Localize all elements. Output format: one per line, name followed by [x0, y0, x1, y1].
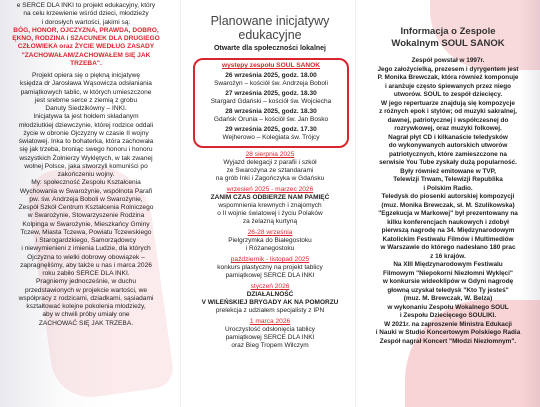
description-line: na celu krzewienie wśród dzieci, młodzieży: [23, 10, 149, 18]
event-line: o II wojnie światowej i życiu Polaków: [217, 210, 323, 218]
event-item: [185, 151, 355, 183]
band-info-line: W jego repertuarze znajdują się kompozycje: [381, 99, 515, 107]
description-line: kształtować kolejne pokolenia młodzieży,: [26, 303, 146, 310]
band-info-column: [360, 0, 536, 407]
description-line: aby w chwili próby umiały one: [42, 311, 130, 319]
concert-item: [199, 126, 343, 142]
concert-date: 28 września 2025, godz. 18.30: [225, 108, 317, 116]
band-info-line: Katolickim Festiwalu Filmów i Multimediów: [382, 235, 514, 243]
concerts-box: [193, 58, 349, 148]
description-line: Danuty Siedzikówny – INKI.: [45, 105, 127, 112]
description-line: życie w obronie Ojczyzny w czasie II wojny: [23, 129, 149, 137]
description-line: wolnej Polsce, jaka stworzyli komuniści po: [24, 162, 148, 170]
band-info-line: pierwszą nagrodę na 34. Międzynarodowym: [381, 227, 515, 234]
band-info-line: z 16 krajów.: [430, 252, 466, 260]
initiatives-title-line1: Planowane inicjatywy: [210, 14, 330, 28]
description-line: jest srebrne serce z ziemią z grobu: [34, 96, 138, 104]
band-info-line: głowną uzyskał teledysk "Kto Ty jesteś": [387, 286, 509, 294]
band-info-line: kilku konferencjach naukowych i zdobył: [387, 218, 509, 226]
event-line: prelekcja z udziałem specjalisty z IPN: [215, 307, 325, 315]
band-info-line: "Egzekucja w Markowej" był prezentowany na: [378, 210, 518, 217]
project-description-column: [0, 0, 182, 407]
event-line: i Różanegostoku: [245, 245, 295, 253]
concert-date: 29 września 2025, godz. 17.30: [225, 126, 317, 134]
initiatives-title-line2: edukacyjne: [238, 28, 302, 42]
event-line: ZANIM CZAS ODBIERZE NAM PAMIĘĆ: [210, 194, 330, 202]
event-date: wrzesień 2025 - marzec 2026: [226, 186, 314, 194]
event-item: [185, 256, 355, 280]
band-info-line: Zespół powstał w 1997r.: [411, 57, 485, 64]
event-line: konkurs plastyczny na projekt tablicy: [217, 264, 323, 272]
description-line: pamiątkowych tablic, w których umieszczone: [20, 88, 152, 96]
band-info-line: w wykonaniu Zespołu Wokalnego SOUL: [387, 303, 509, 311]
event-item: [185, 318, 355, 350]
description-line: zapragnęliśmy, aby także u nas i marca 2026: [20, 261, 152, 269]
band-info-line: utworów. SOUL to zespół dziecięcy.: [393, 91, 503, 98]
description-line: w Swarożynie, Stowarzyszenie Rodzina: [27, 212, 145, 220]
description-line: BÓG, HONOR, OJCZYZNA, PRAWDA, DOBRO,: [13, 26, 159, 34]
event-line: oraz Bieg Tropem Wilczym: [231, 342, 309, 350]
concert-date: 27 września 2025, godz. 18.30: [225, 90, 317, 98]
event-date: 26-28 września: [247, 229, 293, 237]
concert-item: [199, 108, 343, 124]
event-line: Pielgrzymka do Białegostoku: [228, 237, 312, 245]
band-info-line: Jego założycielką, prezesem i dyrygentem jest: [377, 65, 519, 73]
description-line: Inicjatywa ta jest hołdem składanym: [33, 113, 139, 121]
description-line: pw. św. Andrzeja Boboli w Swarożynie,: [29, 195, 143, 203]
description-line: Tczew, Miasta Tczewa, Powiatu Tczewskiego: [20, 228, 152, 236]
band-info-line: Teledysk do piosenki autorskiej kompozycji: [381, 193, 515, 200]
event-line: Wyjazd delegacji z parafii i szkół: [223, 159, 317, 167]
band-info-line: serwisie You Tube zyskały dużą popularność.: [379, 159, 517, 166]
event-item: [185, 283, 355, 315]
panel-fold-line: [355, 0, 356, 407]
band-info-line: w konkursie wideoklipów w Gdyni nagrodę: [382, 278, 514, 285]
band-info-line: i Zespołu Dziecięcego SOULIKI.: [399, 312, 497, 319]
events-list: [185, 151, 355, 350]
band-info-title-line2: Wokalnym SOUL SANOK: [391, 37, 505, 49]
description-line: i dorosłych wartości, jakimi są:: [41, 18, 131, 26]
band-info-line: Były również emitowane w TVP,: [400, 167, 496, 175]
description-line: Zespół Szkół Centrum Kształcenia Rolniczego: [18, 204, 154, 211]
description-line: My: społeczność Zespołu Kształcenia: [31, 179, 141, 187]
concert-place: Stargard Gdański – kościół św. Wojciecha: [210, 98, 332, 106]
band-info-line: W 2021r. na zaproszenie Ministra Edukacji: [384, 320, 512, 328]
band-info-line: rozrywkowej, oraz muzyki folkowej.: [394, 125, 502, 132]
band-info-line: (muz. Monika Brewczak, sł. M. Szulikowska): [381, 201, 515, 209]
description-line: światowej. Inka to bohaterka, która zachowała: [18, 138, 154, 145]
band-info-line: i Polskim Radio.: [423, 184, 473, 192]
band-info-title-line1: Informacja o Zespole: [400, 26, 496, 37]
event-line: za żelazną kurtyną: [242, 218, 298, 226]
band-info-line: P. Monika Brewczak, która również komponuje: [377, 74, 519, 81]
concerts-header: występy zespołu SOUL SANOK: [221, 62, 321, 70]
band-info-line: Filmowym "Niepokorni Niezłomni Wyklęci": [383, 269, 513, 277]
band-info-line: (muz. M. Brewczak, W. Belza): [403, 295, 493, 302]
description-line: i niewymienieni z imienia Ludzie, dla których: [21, 245, 151, 253]
description-line: Projekt opiera się o piękną inicjatywę: [31, 72, 141, 79]
description-line: młodziutkiej dziewczynie, której rodzice oddali: [18, 121, 154, 129]
event-line: V WILEŃSKIEJ BRYGADY AK NA POMORZU: [201, 299, 339, 307]
description-line: CZŁOWIEKA oraz ŻYCIE WEDŁUG ZASADY: [17, 43, 155, 51]
description-line: współpracy z rodzicami, dziadkami, sąsiadami: [18, 294, 154, 302]
event-line: DZIAŁALNOŚĆ: [246, 291, 294, 299]
description-line: Ojczyzna to wielki dobrowy obowiązek –: [27, 253, 145, 261]
event-date: styczeń 2026: [250, 283, 290, 291]
description-line: przedstawionych w projekcie wartości, we: [24, 286, 148, 294]
band-info-line: z różnych epok i stylów; od muzyki sakralnej,: [379, 108, 517, 115]
band-info-body: [360, 57, 536, 346]
band-info-title: [360, 0, 536, 49]
event-line: wspomnienia krewnych i znajomych: [218, 202, 322, 210]
event-item: [185, 229, 355, 253]
event-line: ze Swarożyna ze sztandarami: [226, 167, 314, 175]
description-line: się jak trzeba, broniąc swego honoru i honoru: [19, 146, 153, 154]
description-line: ZACHOWAĆ SIĘ JAK TRZEBA.: [38, 319, 134, 327]
description-line: Pragniemy jednocześnie, w duchu: [35, 278, 137, 286]
description-line: e SERCE DLA INKI to projekt edukacyjny, który: [16, 2, 156, 9]
band-info-line: i Nauki w Studio Koncertowym Polskiego Radia: [375, 329, 521, 336]
concert-item: [199, 72, 343, 88]
initiatives-subtitle: Otwarte dla społeczności lokalnej: [213, 45, 327, 52]
band-info-line: w Warszawie do którego nadesłano 180 prac: [380, 244, 516, 251]
event-line: na grób Inki i Zagończyka w Gdańsku: [215, 175, 325, 183]
event-line: pamiątkowej SERCE DLA INKI: [225, 334, 315, 342]
event-date: 28 sierpnia 2025: [245, 151, 295, 159]
band-info-line: patriotycznych, które zamieszczone na: [389, 150, 507, 158]
band-info-line: Nagrał płyt CD i kilkanaście teledysków: [388, 133, 508, 141]
description-line: i Starogardzkiego, Samorządowcy: [35, 237, 137, 244]
event-line: Uroczystość odsłonięcia tablicy: [225, 326, 315, 334]
event-date: październik - listopad 2025: [230, 256, 310, 264]
band-info-line: do wykonywanych autorskich utworów: [388, 142, 508, 149]
band-info-line: Telewizji Trwam, Telewizji Republika: [393, 176, 503, 183]
concert-place: Swarożyn – kościół św. Andrzeja Boboli: [214, 80, 328, 88]
concert-item: [199, 90, 343, 106]
description-line: ĘKNO, RODZINA i SZACUNEK DLA DRUGIEGO: [12, 35, 160, 42]
description-line: zakończeniu wojny.: [57, 171, 115, 178]
description-line: roku zabiło SERCE DLA INKI.: [42, 270, 130, 277]
description-line: "ZACHOWAŁAM/ZACHOWAŁEM SIĘ JAK: [21, 51, 151, 59]
initiatives-title: [185, 0, 355, 42]
description-line: Wychowania w Swarożynie, wspólnota Parafi: [19, 187, 153, 195]
band-info-line: Zespół nagrał Koncert "Młodzi Niezłomnym".: [379, 337, 517, 345]
event-date: 1 marca 2026: [249, 318, 291, 326]
description-line: księdza dr Jarosława Wąsowicza odsłaniania: [20, 80, 152, 88]
description-line: Kolpinga w Swarożynie, Mieszkańcy Gminy: [22, 220, 150, 228]
description-line: TRZEBA".: [70, 59, 102, 67]
planned-initiatives-column: [185, 0, 355, 407]
band-info-line: dawnej, patriotycznej i współczesnej do: [387, 116, 509, 124]
description-line: wszystkich Żołnierzy Wyklętych, w tak zwanej: [19, 154, 153, 162]
band-info-line: i aranżuje często śpiewanych przez niego: [384, 82, 512, 90]
band-info-line: Na XIII Międzynarodowym Festiwalu: [393, 261, 503, 268]
event-item: [185, 186, 355, 226]
concert-place: Wejherowo – Kolegiata św. Trójcy: [222, 134, 320, 142]
concert-date: 26 września 2025, godz. 18.00: [225, 72, 317, 80]
event-line: pamiątkowej SERCE DLA INKI: [225, 272, 315, 280]
concert-place: Gdańsk Orunia – kościół św. Jan Bosko: [213, 116, 329, 124]
